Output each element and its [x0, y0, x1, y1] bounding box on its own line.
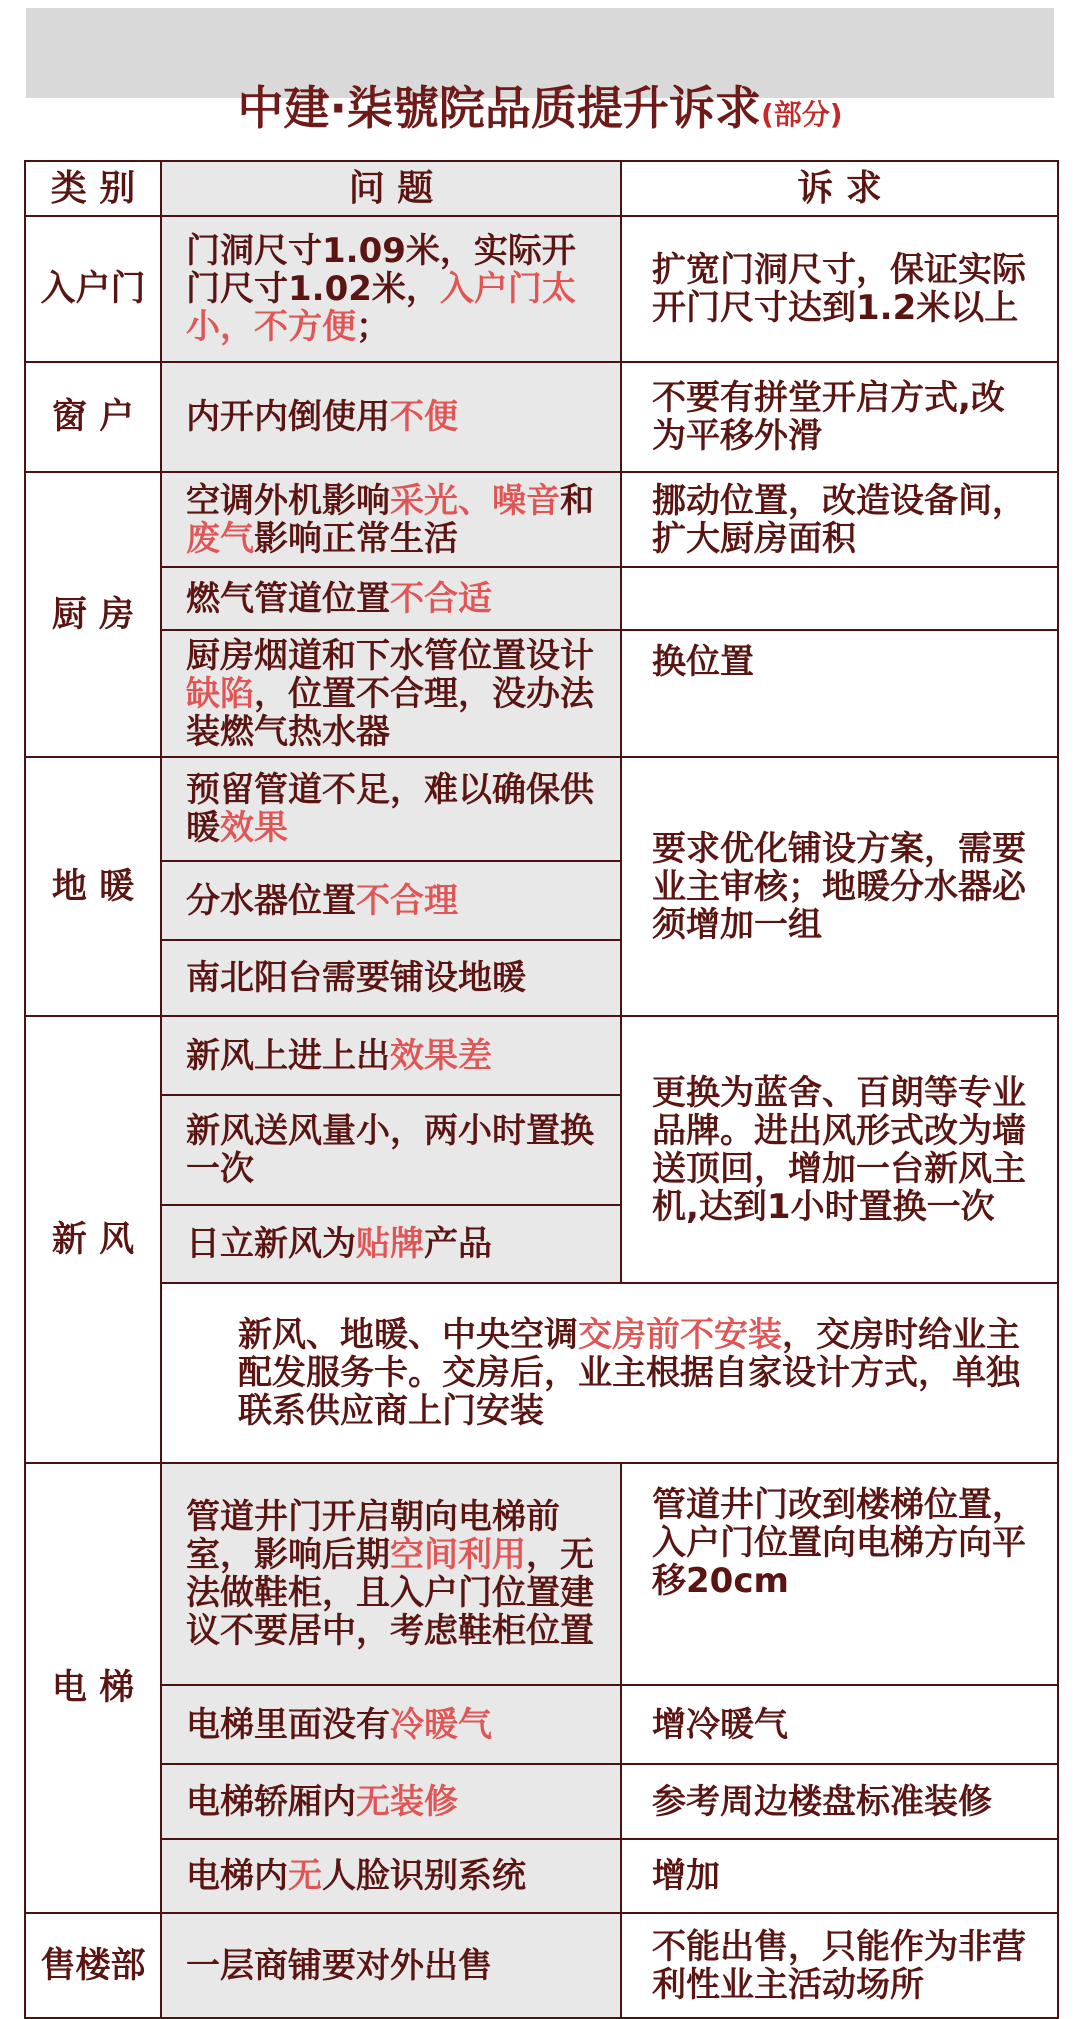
request-elevator-1: 管道井门改到楼梯位置，入户门位置向电梯方向平移20cm: [621, 1463, 1058, 1685]
problem-text: 管道井门开启朝向电梯前室，影响后期: [186, 1497, 560, 1575]
problem-highlight: 无: [288, 1856, 322, 1896]
problem-text: 日立新风为: [186, 1224, 356, 1264]
problem-fresh-air-2: 新风送风量小，两小时置换一次: [161, 1095, 621, 1205]
problem-door: [161, 216, 621, 362]
problem-text: 空调外机影响: [186, 480, 390, 521]
problem-text: 新风上进上出: [186, 1035, 390, 1076]
category-fresh-air: 新 风: [25, 1016, 161, 1463]
problem-highlight: 空间利用: [390, 1535, 526, 1575]
header-request: 诉 求: [621, 161, 1058, 216]
problem-fresh-air-3: [161, 1205, 621, 1283]
problem-text: 燃气管道位置: [186, 578, 390, 619]
problem-highlight: 缺陷: [186, 673, 254, 714]
table-row-door: [25, 216, 1058, 362]
problem-highlight: 不合适: [390, 578, 492, 619]
table-row-elevator-1: [25, 1463, 1058, 1685]
note-highlight: 交房前不安装: [578, 1315, 782, 1355]
category-door: 入户门: [25, 216, 161, 362]
problem-highlight: 不合理: [356, 880, 458, 921]
problem-text: 内开内倒使用: [186, 397, 390, 437]
problem-highlight: 废气: [186, 518, 254, 559]
header-problem: 问 题: [161, 161, 621, 216]
note-text: ，交房时给业主配发服务卡。交房后，业主根据自家设计方式，单独联系供应商上门安装: [238, 1315, 1020, 1431]
problem-floor-heating-3: 南北阳台需要铺设地暖: [161, 940, 621, 1016]
note-text: 新风、地暖、中央空调: [238, 1315, 578, 1355]
table-row-fresh-air-note: [25, 1283, 1058, 1463]
request-door: 扩宽门洞尺寸，保证实际开门尺寸达到1.2米以上: [621, 216, 1058, 362]
problem-text: ，无法做鞋柜，且入户门位置建议不要居中，考虑鞋柜位置: [186, 1535, 594, 1651]
request-elevator-4: 增加: [621, 1839, 1058, 1913]
category-elevator: 电 梯: [25, 1463, 161, 1913]
problem-elevator-2: [161, 1685, 621, 1764]
table-row-elevator-4: [25, 1839, 1058, 1913]
problem-text: 和: [560, 480, 594, 521]
table-row-kitchen-1: [25, 472, 1058, 567]
problem-highlight: 采光、噪音: [390, 480, 560, 521]
request-floor-heating: 要求优化铺设方案，需要业主审核；地暖分水器必须增加一组: [621, 757, 1058, 1016]
problem-text: 电梯轿厢内: [186, 1781, 356, 1822]
category-kitchen: 厨 房: [25, 472, 161, 757]
page-title: [0, 75, 1080, 148]
request-elevator-3: 参考周边楼盘标准装修: [621, 1764, 1058, 1839]
problem-highlight: 无装修: [356, 1781, 458, 1822]
category-sales: 售楼部: [25, 1913, 161, 2018]
table-row-sales: [25, 1913, 1058, 2018]
request-sales: 不能出售，只能作为非营利性业主活动场所: [621, 1913, 1058, 2018]
problem-text: 人脸识别系统: [322, 1856, 526, 1896]
header-category: 类 别: [25, 161, 161, 216]
table-row-floor-heating-1: [25, 757, 1058, 861]
problem-text: ，位置不合理，没办法装燃气热水器: [186, 673, 594, 752]
problem-highlight: 效果: [220, 808, 288, 848]
table-row-elevator-2: [25, 1685, 1058, 1764]
problem-text: 电梯内: [186, 1856, 288, 1896]
problem-floor-heating-2: [161, 861, 621, 940]
request-window: 不要有拼堂开启方式,改为平移外滑: [621, 362, 1058, 472]
problem-highlight: 贴牌: [356, 1224, 424, 1264]
problem-highlight: 入户门太小，不方便: [186, 269, 576, 347]
problem-text: 影响正常生活: [254, 518, 458, 559]
problem-highlight: 冷暖气: [390, 1704, 492, 1745]
problem-text: 厨房烟道和下水管位置设计: [186, 635, 594, 676]
problem-kitchen-1: [161, 472, 621, 567]
title-sub: (部分): [760, 98, 843, 131]
problem-elevator-3: [161, 1764, 621, 1839]
request-kitchen-3: 换位置: [621, 630, 1058, 757]
problem-fresh-air-1: [161, 1016, 621, 1095]
problem-kitchen-2: [161, 567, 621, 630]
problem-elevator-4: [161, 1839, 621, 1913]
problem-text: 门洞尺寸1.09米，实际开门尺寸1.02米，: [186, 231, 576, 309]
problem-text: 产品: [424, 1224, 492, 1264]
category-window: 窗 户: [25, 362, 161, 472]
problem-text: 电梯里面没有: [186, 1704, 390, 1745]
table-row-kitchen-3: [25, 630, 1058, 757]
problem-elevator-1: [161, 1463, 621, 1685]
problem-highlight: 效果差: [390, 1035, 492, 1076]
note-fresh-air: [161, 1283, 1058, 1463]
request-elevator-2: 增冷暖气: [621, 1685, 1058, 1764]
problem-floor-heating-1: [161, 757, 621, 861]
title-main: 中建·柒號院品质提升诉求: [237, 81, 761, 135]
problem-sales: 一层商铺要对外出售: [161, 1913, 621, 2018]
problem-text: ；: [356, 307, 390, 347]
category-floor-heating: 地 暖: [25, 757, 161, 1016]
table-header-row: [25, 161, 1058, 216]
table-row-elevator-3: [25, 1764, 1058, 1839]
table-row-fresh-air-1: [25, 1016, 1058, 1095]
problem-window: [161, 362, 621, 472]
problem-text: 分水器位置: [186, 880, 356, 921]
table-row-kitchen-2: [25, 567, 1058, 630]
problem-highlight: 不便: [390, 397, 458, 437]
request-kitchen-2: [621, 567, 1058, 630]
table-row-window: [25, 362, 1058, 472]
request-table: [24, 160, 1059, 2019]
request-kitchen-1: 挪动位置，改造设备间，扩大厨房面积: [621, 472, 1058, 567]
request-fresh-air: 更换为蓝舍、百朗等专业品牌。进出风形式改为墙送顶回，增加一台新风主机,达到1小时置换一次: [621, 1016, 1058, 1283]
problem-kitchen-3: [161, 630, 621, 757]
problem-text: 预留管道不足，难以确保供暖: [186, 770, 594, 848]
